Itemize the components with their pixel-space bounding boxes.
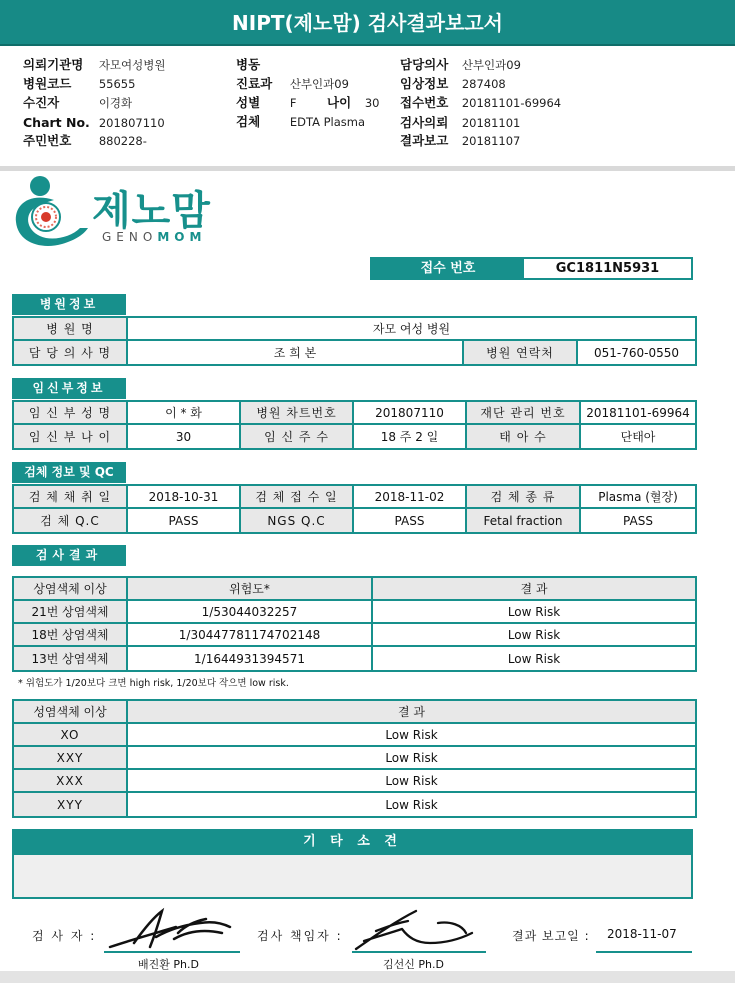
table-row — [14, 318, 695, 341]
pregnant-name-value: 이 * 화 — [128, 402, 241, 425]
table-row — [14, 425, 695, 448]
info-hospital-code: 병원코드 55655 — [23, 76, 136, 91]
autosomal-header-result: 결 과 — [373, 578, 695, 601]
table-row — [14, 647, 695, 670]
table-row — [14, 486, 695, 509]
receipt-number-value: GC1811N5931 — [524, 259, 691, 278]
hospital-name-value: 자모 여성 병원 — [128, 318, 695, 341]
sex-row-name: XO — [14, 724, 128, 747]
info-institution: 의뢰기관명 자모여성병원 — [23, 57, 166, 72]
sex-row-result: Low Risk — [128, 747, 695, 770]
report-date-label: 결과 보고일 : — [512, 929, 590, 943]
fetal-fraction-label: Fetal fraction — [467, 509, 581, 532]
doctor-name-value: 조 희 본 — [128, 341, 464, 364]
chart-no-value: 201807110 — [354, 402, 467, 425]
fetus-count-label: 태 아 수 — [467, 425, 581, 448]
chief-signature-icon — [346, 903, 486, 953]
pregnant-name-label: 임 신 부 성 명 — [14, 402, 128, 425]
receive-date-value: 2018-11-02 — [354, 486, 467, 509]
gestation-weeks-label: 임 신 주 수 — [241, 425, 354, 448]
genomom-logo — [14, 172, 234, 252]
chief-signature-line — [352, 951, 486, 953]
logo-wordmark: 제노맘 — [92, 188, 211, 234]
section-hospital-info: 병원정보 — [12, 294, 126, 315]
specimen-qc-value: PASS — [128, 509, 241, 532]
mgmt-no-value: 20181101-69964 — [581, 402, 695, 425]
table-row — [14, 724, 695, 747]
table-row — [14, 624, 695, 647]
collect-date-value: 2018-10-31 — [128, 486, 241, 509]
autosomal-header-risk: 위험도* — [128, 578, 373, 601]
chief-name: 김선신 Ph.D — [383, 958, 444, 971]
tester-name: 배진환 Ph.D — [138, 958, 199, 971]
info-id-no: 주민번호 880228- — [23, 133, 147, 148]
ngs-qc-label: NGS Q.C — [241, 509, 354, 532]
other-findings-title: 기 타 소 견 — [12, 829, 693, 855]
doctor-name-label: 담 당 의 사 명 — [14, 341, 128, 364]
sex-row-name: XXX — [14, 770, 128, 793]
table-row — [14, 747, 695, 770]
pregnant-age-label: 임 신 부 나 이 — [14, 425, 128, 448]
autosomal-row-result: Low Risk — [373, 601, 695, 624]
report-title: NIPT(제노맘) 검사결과보고서 — [0, 0, 735, 46]
fetus-count-value: 단태아 — [620, 430, 656, 444]
hospital-name-label: 병 원 명 — [14, 318, 128, 341]
logo-subtext: GENOMOM — [102, 230, 207, 244]
header-divider — [0, 166, 735, 171]
table-row — [14, 509, 695, 532]
specimen-qc-table — [12, 484, 697, 534]
info-ward: 병동 — [236, 57, 261, 72]
autosomal-row-name: 18번 상염색체 — [14, 624, 128, 647]
ngs-qc-value: PASS — [354, 509, 467, 532]
info-chart-no: Chart No. 201807110 — [23, 115, 165, 130]
sex-row-name: XYY — [14, 793, 128, 816]
specimen-qc-label: 검 체 Q.C — [14, 509, 128, 532]
section-test-results: 검사결과 — [12, 545, 126, 566]
table-header-row — [14, 701, 695, 724]
sex-row-result: Low Risk — [128, 724, 695, 747]
sex-header-name: 성염색체 이상 — [14, 701, 128, 724]
info-request: 검사의뢰 20181101 — [400, 115, 521, 130]
gestation-weeks-value: 18 주 2 일 — [354, 425, 467, 448]
info-clinical: 임상정보 287408 — [400, 76, 506, 91]
specimen-type-value: Plasma (혈장) — [581, 486, 695, 509]
info-receipt-no: 접수번호 20181101-69964 — [400, 95, 562, 110]
table-row — [14, 601, 695, 624]
table-row — [14, 770, 695, 793]
info-age: 나이 30 — [327, 95, 380, 110]
bottom-bar — [0, 971, 735, 983]
sex-header-result: 결 과 — [128, 701, 695, 724]
tester-signature-icon — [104, 903, 240, 953]
table-row — [14, 402, 695, 425]
autosomal-row-result: Low Risk — [373, 624, 695, 647]
info-patient: 수진자 이경화 — [23, 95, 133, 110]
info-specimen: 검체 EDTA Plasma — [236, 114, 366, 129]
info-sex: 성별 F — [236, 95, 297, 110]
report-date-line — [596, 951, 692, 953]
receipt-number-label: 접수 번호 — [372, 259, 524, 278]
info-department: 진료과 산부인과09 — [236, 76, 349, 91]
receive-date-label: 검 체 접 수 일 — [241, 486, 354, 509]
specimen-type-label: 검 체 종 류 — [467, 486, 581, 509]
hospital-info-table — [12, 316, 697, 366]
tester-signature-line — [104, 951, 240, 953]
table-header-row — [14, 578, 695, 601]
table-row — [14, 341, 695, 364]
sex-row-name: XXY — [14, 747, 128, 770]
table-row — [14, 793, 695, 816]
sex-row-result: Low Risk — [385, 797, 438, 812]
pregnant-age-value: 30 — [128, 425, 241, 448]
genomom-emblem-icon — [14, 172, 92, 252]
info-report: 결과보고 20181107 — [400, 133, 521, 148]
chart-no-label: 병원 차트번호 — [241, 402, 354, 425]
other-findings-box — [12, 855, 693, 899]
autosomal-header-name: 상염색체 이상 — [14, 578, 128, 601]
sex-chromosome-results-table — [12, 699, 697, 818]
risk-footnote: * 위험도가 1/20보다 크면 high risk, 1/20보다 작으면 low risk. — [18, 678, 289, 689]
autosomal-row-result: Low Risk — [507, 651, 561, 666]
autosomal-row-name: 21번 상염색체 — [14, 601, 128, 624]
receipt-number-box — [370, 257, 693, 280]
chief-label: 검사 책임자 : — [257, 929, 343, 943]
report-date-value: 2018-11-07 — [607, 927, 677, 941]
autosomal-row-risk: 1/1644931394571 — [128, 647, 373, 670]
fetal-fraction-value: PASS — [623, 513, 653, 528]
section-specimen-qc: 검체 정보 및 QC — [12, 462, 126, 483]
patient-info-panel — [0, 52, 735, 164]
autosomal-row-risk: 1/30447781174702148 — [128, 624, 373, 647]
sex-row-result: Low Risk — [128, 770, 695, 793]
hospital-contact-label: 병원 연락처 — [464, 341, 578, 364]
autosomal-results-table — [12, 576, 697, 672]
pregnant-info-table — [12, 400, 697, 450]
section-pregnant-info: 임신부정보 — [12, 378, 126, 399]
collect-date-label: 검 체 채 취 일 — [14, 486, 128, 509]
autosomal-row-risk: 1/53044032257 — [128, 601, 373, 624]
autosomal-row-name: 13번 상염색체 — [14, 647, 128, 670]
hospital-contact-value: 051-760-0550 — [593, 345, 679, 360]
tester-label: 검 사 자 : — [32, 929, 97, 943]
mgmt-no-label: 재단 관리 번호 — [467, 402, 581, 425]
info-doctor: 담당의사 산부인과09 — [400, 57, 521, 72]
